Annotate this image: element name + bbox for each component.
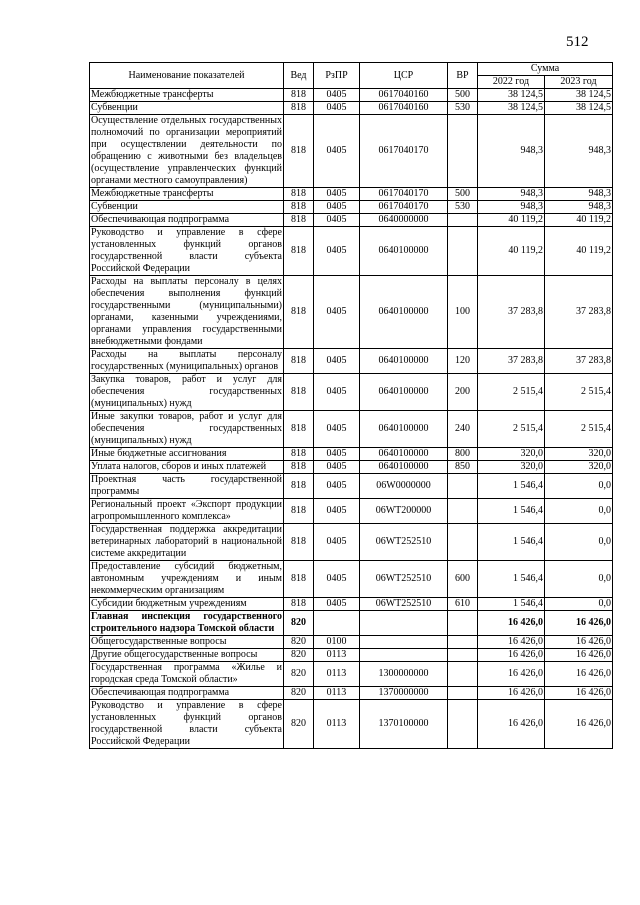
row-sum-2022: 1 546,4 — [478, 499, 545, 524]
table-row — [90, 214, 613, 227]
table-row — [90, 411, 613, 448]
row-ved: 818 — [284, 188, 314, 201]
row-ved: 820 — [284, 611, 314, 636]
row-vr — [448, 662, 478, 687]
row-csr: 0617040170 — [360, 188, 448, 201]
row-csr: 06WT252510 — [360, 598, 448, 611]
row-rzpr: 0405 — [314, 188, 360, 201]
row-sum-2023: 0,0 — [545, 474, 613, 499]
row-vr — [448, 474, 478, 499]
row-ved: 820 — [284, 649, 314, 662]
row-rzpr: 0405 — [314, 499, 360, 524]
row-sum-2023: 38 124,5 — [545, 89, 613, 102]
row-sum-2022: 320,0 — [478, 448, 545, 461]
row-csr: 0617040170 — [360, 115, 448, 188]
row-vr: 240 — [448, 411, 478, 448]
row-sum-2022: 16 426,0 — [478, 662, 545, 687]
row-ved: 818 — [284, 115, 314, 188]
table-row — [90, 349, 613, 374]
row-vr — [448, 499, 478, 524]
row-sum-2023: 320,0 — [545, 461, 613, 474]
table-row — [90, 188, 613, 201]
row-rzpr: 0100 — [314, 636, 360, 649]
row-vr: 600 — [448, 561, 478, 598]
row-vr — [448, 687, 478, 700]
row-sum-2022: 16 426,0 — [478, 649, 545, 662]
row-csr: 06WT252510 — [360, 561, 448, 598]
row-ved: 818 — [284, 448, 314, 461]
row-name: Государственная программа «Жилье и городская среда Томской области» — [91, 662, 282, 685]
table-row — [90, 374, 613, 411]
row-ved: 818 — [284, 214, 314, 227]
row-sum-2023: 948,3 — [545, 115, 613, 188]
table-body — [90, 89, 613, 749]
row-name: Межбюджетные трансферты — [90, 89, 284, 102]
row-rzpr: 0113 — [314, 662, 360, 687]
row-ved: 818 — [284, 227, 314, 276]
header-rzpr: РзПР — [314, 63, 360, 89]
row-sum-2022: 1 546,4 — [478, 598, 545, 611]
row-rzpr: 0405 — [314, 227, 360, 276]
row-vr: 610 — [448, 598, 478, 611]
row-rzpr: 0405 — [314, 115, 360, 188]
row-name: Осуществление отдельных государственных полномочий по организации мероприятий при осуществлении деятельности по обращению с животными без владельцев (осуществление управленческих функций органами местного самоуправления) — [91, 115, 282, 186]
row-sum-2022: 37 283,8 — [478, 276, 545, 349]
row-sum-2023: 2 515,4 — [545, 374, 613, 411]
row-csr: 1370000000 — [360, 687, 448, 700]
row-vr: 500 — [448, 89, 478, 102]
table-row — [90, 687, 613, 700]
row-ved: 818 — [284, 374, 314, 411]
row-rzpr: 0405 — [314, 374, 360, 411]
row-sum-2023: 16 426,0 — [545, 662, 613, 687]
row-ved: 820 — [284, 636, 314, 649]
row-name: Предоставление субсидий бюджетным, автономным учреждениям и иным некоммерческим организациям — [91, 561, 282, 596]
row-vr: 530 — [448, 102, 478, 115]
table-row — [90, 700, 613, 749]
row-sum-2023: 0,0 — [545, 499, 613, 524]
header-ved: Вед — [284, 63, 314, 89]
row-sum-2023: 16 426,0 — [545, 687, 613, 700]
table-row — [90, 201, 613, 214]
row-sum-2022: 38 124,5 — [478, 102, 545, 115]
row-ved: 818 — [284, 524, 314, 561]
row-csr: 0640100000 — [360, 349, 448, 374]
row-csr — [360, 649, 448, 662]
row-sum-2022: 320,0 — [478, 461, 545, 474]
table-row — [90, 662, 613, 687]
row-name: Субвенции — [90, 201, 284, 214]
row-rzpr: 0405 — [314, 89, 360, 102]
header-vr: ВР — [448, 63, 478, 89]
table-row — [90, 598, 613, 611]
row-ved: 820 — [284, 687, 314, 700]
row-name: Обеспечивающая подпрограмма — [90, 687, 284, 700]
row-sum-2023: 16 426,0 — [545, 649, 613, 662]
row-csr: 1300000000 — [360, 662, 448, 687]
table-row — [90, 276, 613, 349]
row-csr: 1370100000 — [360, 700, 448, 749]
row-name: Региональный проект «Экспорт продукции агропромышленного комплекса» — [91, 499, 282, 522]
row-rzpr: 0405 — [314, 524, 360, 561]
row-csr: 0640000000 — [360, 214, 448, 227]
header-sum: Сумма — [478, 63, 613, 76]
row-sum-2023: 16 426,0 — [545, 611, 613, 636]
row-ved: 818 — [284, 411, 314, 448]
row-csr: 06WT200000 — [360, 499, 448, 524]
row-vr: 850 — [448, 461, 478, 474]
table-row — [90, 499, 613, 524]
row-sum-2022: 948,3 — [478, 201, 545, 214]
row-csr: 06W0000000 — [360, 474, 448, 499]
row-csr: 06WT252510 — [360, 524, 448, 561]
row-rzpr: 0405 — [314, 201, 360, 214]
row-sum-2023: 37 283,8 — [545, 349, 613, 374]
row-vr: 500 — [448, 188, 478, 201]
row-ved: 820 — [284, 700, 314, 749]
table-row — [90, 611, 613, 636]
row-csr: 0640100000 — [360, 411, 448, 448]
row-rzpr: 0113 — [314, 649, 360, 662]
row-name: Расходы на выплаты персоналу государственных (муниципальных) органов — [91, 349, 282, 372]
row-sum-2023: 0,0 — [545, 561, 613, 598]
row-ved: 818 — [284, 474, 314, 499]
row-vr: 100 — [448, 276, 478, 349]
row-name: Иные закупки товаров, работ и услуг для обеспечения государственных (муниципальных) нужд — [91, 411, 282, 446]
row-sum-2022: 1 546,4 — [478, 524, 545, 561]
row-name: Общегосударственные вопросы — [90, 636, 284, 649]
row-csr: 0617040160 — [360, 89, 448, 102]
row-vr — [448, 115, 478, 188]
row-name: Закупка товаров, работ и услуг для обеспечения государственных (муниципальных) нужд — [91, 374, 282, 409]
table-header — [90, 63, 613, 89]
table-row — [90, 448, 613, 461]
row-csr: 0640100000 — [360, 448, 448, 461]
row-csr: 0640100000 — [360, 461, 448, 474]
row-sum-2023: 38 124,5 — [545, 102, 613, 115]
row-rzpr: 0405 — [314, 448, 360, 461]
row-sum-2022: 37 283,8 — [478, 349, 545, 374]
header-year-2022: 2022 год — [478, 76, 545, 89]
row-name: Руководство и управление в сфере установленных функций органов государственной власти субъекта Российской Федерации — [91, 227, 282, 274]
row-rzpr: 0405 — [314, 349, 360, 374]
row-rzpr: 0405 — [314, 214, 360, 227]
row-sum-2022: 1 546,4 — [478, 474, 545, 499]
row-sum-2023: 0,0 — [545, 524, 613, 561]
row-sum-2022: 38 124,5 — [478, 89, 545, 102]
row-vr — [448, 611, 478, 636]
row-name: Другие общегосударственные вопросы — [90, 649, 284, 662]
row-name: Обеспечивающая подпрограмма — [90, 214, 284, 227]
row-sum-2022: 2 515,4 — [478, 411, 545, 448]
table-row — [90, 636, 613, 649]
row-name: Расходы на выплаты персоналу в целях обеспечения выполнения функций государственными (муниципальными) органами, казенными учреждениями, органами управления государственными внебюджетными фондами — [91, 276, 282, 347]
row-ved: 820 — [284, 662, 314, 687]
row-rzpr: 0405 — [314, 598, 360, 611]
table-row — [90, 89, 613, 102]
row-rzpr: 0405 — [314, 561, 360, 598]
row-name: Уплата налогов, сборов и иных платежей — [90, 461, 284, 474]
row-name: Проектная часть государственной программы — [91, 474, 282, 497]
row-vr — [448, 700, 478, 749]
row-vr — [448, 214, 478, 227]
table-row — [90, 461, 613, 474]
row-sum-2023: 16 426,0 — [545, 700, 613, 749]
row-rzpr — [314, 611, 360, 636]
row-rzpr: 0113 — [314, 700, 360, 749]
row-sum-2022: 16 426,0 — [478, 700, 545, 749]
row-sum-2023: 948,3 — [545, 201, 613, 214]
row-ved: 818 — [284, 102, 314, 115]
table-row — [90, 102, 613, 115]
row-vr: 800 — [448, 448, 478, 461]
row-csr: 0617040160 — [360, 102, 448, 115]
row-name: Руководство и управление в сфере установленных функций органов государственной власти субъекта Российской Федерации — [91, 700, 282, 747]
row-rzpr: 0405 — [314, 276, 360, 349]
row-sum-2022: 40 119,2 — [478, 214, 545, 227]
row-sum-2022: 16 426,0 — [478, 636, 545, 649]
row-name: Главная инспекция государственного строительного надзора Томской области — [91, 611, 282, 634]
row-vr — [448, 227, 478, 276]
table-row — [90, 524, 613, 561]
row-ved: 818 — [284, 499, 314, 524]
row-csr: 0640100000 — [360, 374, 448, 411]
row-rzpr: 0405 — [314, 461, 360, 474]
table-row — [90, 474, 613, 499]
row-csr: 0617040170 — [360, 201, 448, 214]
row-ved: 818 — [284, 201, 314, 214]
row-name: Иные бюджетные ассигнования — [90, 448, 284, 461]
row-sum-2023: 2 515,4 — [545, 411, 613, 448]
header-csr: ЦСР — [360, 63, 448, 89]
row-name: Субсидии бюджетным учреждениям — [90, 598, 284, 611]
row-ved: 818 — [284, 89, 314, 102]
row-rzpr: 0405 — [314, 102, 360, 115]
row-rzpr: 0405 — [314, 411, 360, 448]
row-sum-2022: 2 515,4 — [478, 374, 545, 411]
table-row — [90, 115, 613, 188]
row-sum-2023: 40 119,2 — [545, 214, 613, 227]
row-name: Субвенции — [90, 102, 284, 115]
row-sum-2022: 16 426,0 — [478, 687, 545, 700]
row-ved: 818 — [284, 349, 314, 374]
row-sum-2023: 0,0 — [545, 598, 613, 611]
row-ved: 818 — [284, 598, 314, 611]
row-sum-2022: 948,3 — [478, 115, 545, 188]
table-row — [90, 561, 613, 598]
row-ved: 818 — [284, 276, 314, 349]
row-sum-2023: 948,3 — [545, 188, 613, 201]
row-sum-2023: 16 426,0 — [545, 636, 613, 649]
row-sum-2023: 40 119,2 — [545, 227, 613, 276]
row-sum-2022: 948,3 — [478, 188, 545, 201]
row-csr: 0640100000 — [360, 276, 448, 349]
row-sum-2023: 320,0 — [545, 448, 613, 461]
budget-table — [89, 62, 613, 749]
page-number: 512 — [566, 34, 589, 50]
row-vr — [448, 649, 478, 662]
row-vr: 120 — [448, 349, 478, 374]
row-vr — [448, 524, 478, 561]
row-csr — [360, 611, 448, 636]
row-name: Межбюджетные трансферты — [90, 188, 284, 201]
row-rzpr: 0405 — [314, 474, 360, 499]
row-ved: 818 — [284, 561, 314, 598]
row-name: Государственная поддержка аккредитации ветеринарных лабораторий в национальной системе аккредитации — [91, 524, 282, 559]
row-sum-2023: 37 283,8 — [545, 276, 613, 349]
row-vr: 530 — [448, 201, 478, 214]
table-row — [90, 227, 613, 276]
row-vr: 200 — [448, 374, 478, 411]
row-sum-2022: 40 119,2 — [478, 227, 545, 276]
row-ved: 818 — [284, 461, 314, 474]
row-csr: 0640100000 — [360, 227, 448, 276]
header-year-2023: 2023 год — [545, 76, 613, 89]
header-name: Наименование показателей — [90, 63, 284, 89]
row-sum-2022: 1 546,4 — [478, 561, 545, 598]
table-row — [90, 649, 613, 662]
row-csr — [360, 636, 448, 649]
row-vr — [448, 636, 478, 649]
row-sum-2022: 16 426,0 — [478, 611, 545, 636]
row-rzpr: 0113 — [314, 687, 360, 700]
